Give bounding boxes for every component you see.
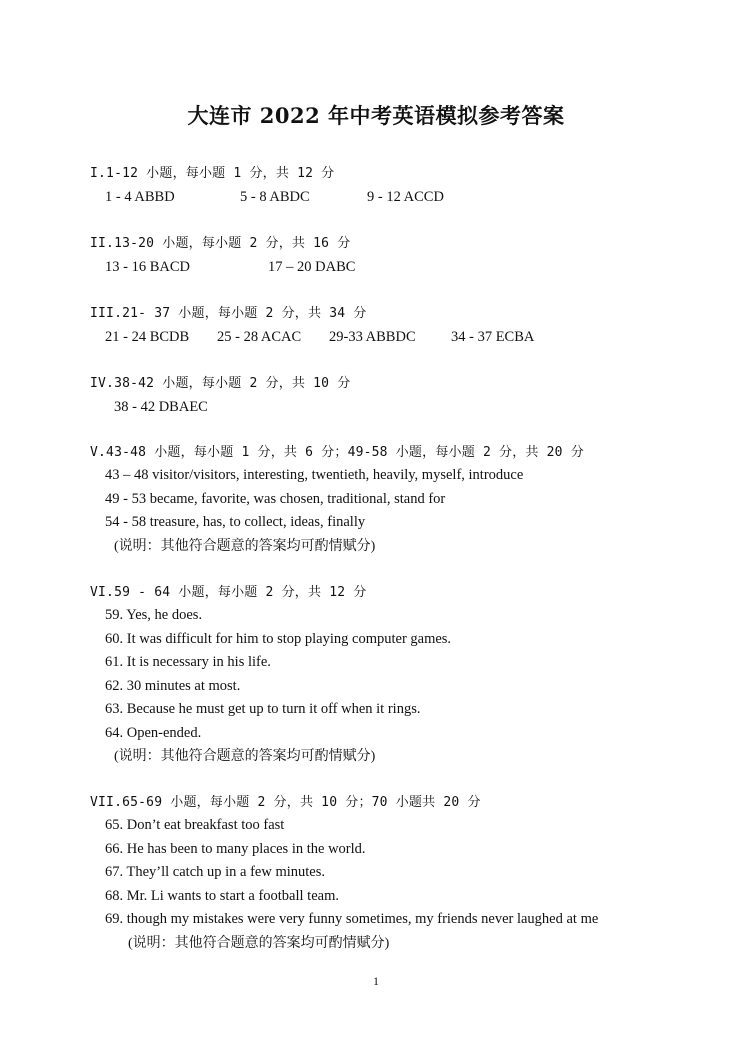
section-heading: V.43-48 小题，每小题 1 分，共 6 分；49-58 小题，每小题 2 分，共 20 分 — [90, 445, 584, 460]
answer-line: 69. though my mistakes were very funny sometimes, my friends never laughed at me — [105, 911, 599, 927]
answer-line: 54 - 58 treasure, has, to collect, ideas, finally — [105, 514, 366, 530]
answer-group: 9 - 12 ACCD — [367, 189, 444, 205]
answer-group: 1 - 4 ABBD — [105, 189, 175, 205]
section-heading: IV.38-42 小题，每小题 2 分，共 10 分 — [90, 376, 351, 391]
scoring-note: (说明：其他符合题意的答案均可酌情赋分) — [128, 935, 390, 951]
answer-line: 68. Mr. Li wants to start a football team. — [105, 887, 339, 904]
section-v — [90, 442, 730, 558]
answer-row — [90, 395, 730, 419]
answer-group: 21 - 24 BCDB — [105, 329, 190, 345]
answer-line: 59. Yes, he does. — [105, 607, 203, 623]
answer-group: 34 - 37 ECBA — [451, 329, 535, 345]
section-heading: II.13-20 小题，每小题 2 分，共 16 分 — [90, 236, 351, 251]
answer-line: 63. Because he must get up to turn it off when it rings. — [105, 701, 421, 717]
scoring-note: (说明：其他符合题意的答案均可酌情赋分) — [114, 538, 376, 554]
answer-line: 61. It is necessary in his life. — [105, 654, 271, 670]
answer-line: 43 – 48 visitor/visitors, interesting, twentieth, heavily, myself, introduce — [105, 467, 524, 483]
answer-row — [90, 185, 730, 209]
section-i — [90, 163, 730, 209]
page-number: 1 — [373, 974, 379, 988]
section-iv — [90, 373, 730, 419]
answer-group: 5 - 8 ABDC — [240, 189, 310, 205]
section-heading: III.21- 37 小题，每小题 2 分，共 34 分 — [90, 306, 367, 321]
answer-line: 67. They’ll catch up in a few minutes. — [105, 864, 325, 880]
section-vi — [90, 582, 730, 769]
answer-group: 29-33 ABBDC — [329, 329, 416, 345]
answer-group: 17 – 20 DABC — [268, 259, 356, 275]
answer-row — [90, 255, 730, 279]
page-title: 大连市 2022 年中考英语模拟参考答案 — [187, 103, 565, 128]
answer-line: 65. Don’t eat breakfast too fast — [105, 817, 285, 833]
answer-group: 38 - 42 DBAEC — [114, 399, 208, 415]
answer-group: 25 - 28 ACAC — [217, 329, 302, 345]
answer-line: 60. It was difficult for him to stop playing computer games. — [105, 630, 452, 647]
answer-line: 62. 30 minutes at most. — [105, 677, 241, 694]
section-heading: I.1-12 小题，每小题 1 分，共 12 分 — [90, 166, 335, 181]
answer-line: 64. Open-ended. — [105, 724, 202, 741]
section-ii — [90, 233, 730, 279]
answer-line: 49 - 53 became, favorite, was chosen, traditional, stand for — [105, 490, 446, 507]
section-vii — [90, 792, 730, 955]
section-heading: VII.65-69 小题，每小题 2 分，共 10 分；70 小题共 20 分 — [90, 795, 481, 810]
answer-row — [90, 325, 730, 349]
answer-group: 13 - 16 BACD — [105, 259, 190, 275]
section-iii — [90, 303, 730, 349]
answer-line: 66. He has been to many places in the world. — [105, 840, 366, 857]
section-heading: VI.59 - 64 小题，每小题 2 分，共 12 分 — [90, 585, 367, 600]
scoring-note: (说明：其他符合题意的答案均可酌情赋分) — [114, 749, 376, 764]
